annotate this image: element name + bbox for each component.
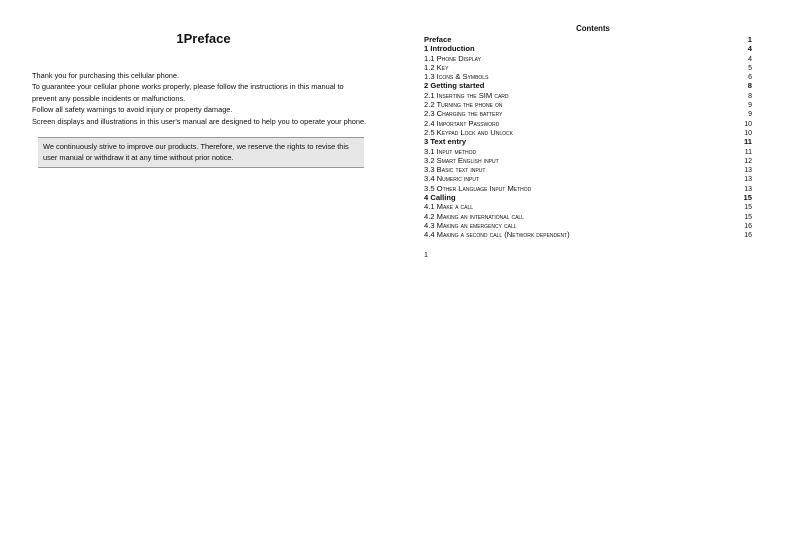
toc-entry[interactable] bbox=[424, 230, 752, 239]
preface-paragraph: Screen displays and illustrations in this user's manual are designed to help you to operate your phone. bbox=[32, 116, 367, 126]
toc-entry[interactable] bbox=[424, 81, 752, 90]
toc-entry-text: 4.2 Making an international call bbox=[424, 211, 524, 221]
toc-list bbox=[424, 35, 752, 240]
toc-entry-page: 9 bbox=[748, 111, 752, 119]
toc-entry-text: 2.3 Charging the battery bbox=[424, 109, 503, 119]
toc-entry-page: 10 bbox=[744, 120, 752, 128]
toc-entry-text: 1.3 Icons & Symbols bbox=[424, 72, 489, 82]
toc-entry[interactable] bbox=[424, 165, 752, 174]
toc-entry[interactable] bbox=[424, 119, 752, 128]
toc-entry-text: 4.3 Making an emergency call bbox=[424, 220, 517, 230]
toc-entry-page: 12 bbox=[744, 157, 752, 165]
toc-entry[interactable] bbox=[424, 128, 752, 137]
toc-entry-page: 13 bbox=[744, 167, 752, 175]
toc-entry-page: 16 bbox=[744, 232, 752, 240]
toc-entry-page: 1 bbox=[747, 35, 752, 44]
toc-entry-text: 3 Text entry bbox=[424, 137, 467, 147]
toc-entry-page: 13 bbox=[744, 176, 752, 184]
toc-entry[interactable] bbox=[424, 147, 752, 156]
toc-entry[interactable] bbox=[424, 212, 752, 221]
contents-page bbox=[424, 24, 752, 259]
toc-entry-text: 2 Getting started bbox=[424, 81, 485, 91]
toc-entry-page: 5 bbox=[748, 64, 752, 72]
toc-entry-text: 2.4 Important Password bbox=[424, 118, 500, 128]
toc-entry[interactable] bbox=[424, 35, 752, 44]
toc-entry-text: 3.5 Other Language Input Method bbox=[424, 183, 532, 193]
toc-entry-page: 9 bbox=[748, 102, 752, 110]
toc-entry-page: 4 bbox=[747, 44, 752, 54]
toc-entry-text: 4 Calling bbox=[424, 193, 456, 203]
toc-entry[interactable] bbox=[424, 184, 752, 193]
toc-entry-text: 2.5 Keypad Lock and Unlock bbox=[424, 127, 513, 137]
toc-entry-text: 4.4 Making a second call (Network dependent) bbox=[424, 230, 570, 240]
toc-entry[interactable] bbox=[424, 221, 752, 230]
toc-entry[interactable] bbox=[424, 91, 752, 100]
toc-entry[interactable] bbox=[424, 156, 752, 165]
toc-entry-text: 1.1 Phone Display bbox=[424, 53, 481, 63]
toc-entry[interactable] bbox=[424, 44, 752, 53]
toc-entry[interactable] bbox=[424, 137, 752, 146]
toc-entry[interactable] bbox=[424, 63, 752, 72]
toc-entry-text: 1.2 Key bbox=[424, 62, 449, 72]
toc-entry-page: 11 bbox=[744, 148, 752, 156]
toc-entry-page: 6 bbox=[748, 74, 752, 82]
toc-entry-page: 11 bbox=[743, 137, 752, 147]
preface-paragraph: To guarantee your cellular phone works properly, please follow the instructions in this manual to prevent any possible incidents or malfunctions. bbox=[32, 82, 344, 103]
toc-entry-text: 2.1 Inserting the SIM card bbox=[424, 90, 509, 100]
toc-entry[interactable] bbox=[424, 174, 752, 183]
preface-paragraph: Thank you for purchasing this cellular phone. bbox=[32, 71, 180, 80]
toc-entry-page: 15 bbox=[744, 213, 752, 221]
toc-entry-page: 8 bbox=[748, 92, 752, 100]
toc-entry[interactable] bbox=[424, 100, 752, 109]
toc-entry-text: 3.3 Basic text input bbox=[424, 165, 486, 175]
page-number: 1 bbox=[424, 251, 428, 259]
toc-entry[interactable] bbox=[424, 54, 752, 63]
toc-entry[interactable] bbox=[424, 202, 752, 211]
toc-entry[interactable] bbox=[424, 72, 752, 81]
toc-entry-text: 3.4 Numeric input bbox=[424, 174, 479, 184]
toc-entry-text: 2.2 Turning the phone on bbox=[424, 100, 503, 110]
toc-entry-page: 4 bbox=[748, 55, 752, 63]
toc-entry-text: 1 Introduction bbox=[424, 44, 475, 54]
toc-entry-page: 13 bbox=[744, 185, 752, 193]
toc-entry-text: 3.1 Input method bbox=[424, 146, 477, 156]
toc-entry-page: 10 bbox=[744, 129, 752, 137]
contents-title: Contents bbox=[576, 24, 610, 33]
preface-page bbox=[32, 28, 367, 168]
preface-title: 1Preface bbox=[176, 31, 231, 46]
toc-entry-text: 3.2 Smart English input bbox=[424, 155, 499, 165]
toc-entry-page: 16 bbox=[744, 222, 752, 230]
toc-entry[interactable] bbox=[424, 193, 752, 202]
toc-entry[interactable] bbox=[424, 109, 752, 118]
preface-body bbox=[32, 70, 367, 127]
notice-box: We continuously strive to improve our products. Therefore, we reserve the rights to revise this user manual or withdraw it at any time without prior notice. bbox=[38, 137, 364, 168]
toc-entry-page: 15 bbox=[743, 193, 752, 203]
toc-entry-page: 15 bbox=[744, 204, 752, 212]
preface-paragraph: Follow all safety warnings to avoid injury or property damage. bbox=[32, 105, 233, 115]
toc-entry-text: Preface bbox=[424, 35, 452, 44]
toc-entry-page: 8 bbox=[747, 81, 752, 91]
toc-entry-text: 4.1 Make a call bbox=[424, 202, 474, 212]
